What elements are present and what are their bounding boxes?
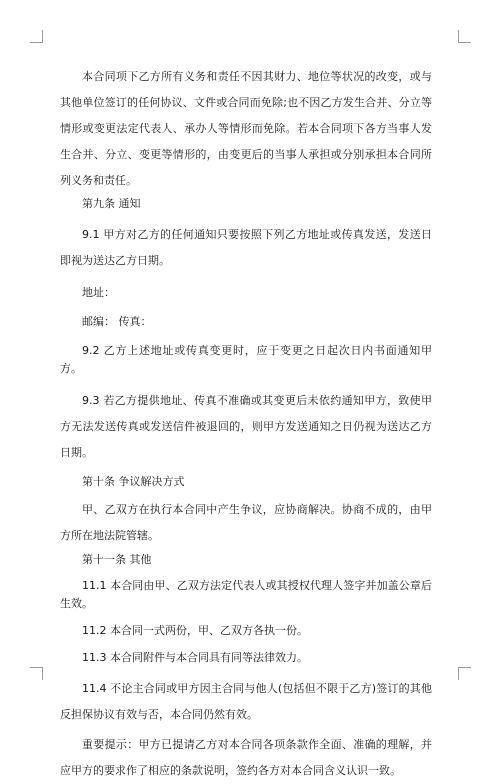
clause-11-1: 11.1 本合同由甲、乙双方法定代表人或其授权代理人签字并加盖公章后生效。 — [60, 579, 432, 610]
section-heading-other: 第十一条 其他 — [82, 553, 152, 566]
crop-mark-bottom-left — [30, 667, 43, 680]
dispute-resolution: 甲、乙双方在执行本合同中产生争议，应协商解决。协商不成的，由甲方所在地法院管辖。 — [60, 503, 432, 542]
section-heading-notice: 第九条 通知 — [82, 197, 141, 210]
clause-11-4: 11.4 不论主合同或甲方因主合同与他人(包括但不限于乙方)签订的其他反担保协议有效与否，本合同仍然有效。 — [60, 682, 432, 721]
postcode-fax-label: 邮编： 传真： — [82, 315, 152, 328]
crop-mark-top-left — [30, 30, 43, 43]
clause-11-3: 11.3 本合同附件与本合同具有同等法律效力。 — [82, 651, 308, 664]
section-heading-dispute: 第十条 争议解决方式 — [82, 475, 185, 488]
important-notice: 重要提示：甲方已提请乙方对本合同各项条款作全面、准确的理解，并应甲方的要求作了相应的条款说明，签约各方对本合同含义认识一致。 — [60, 738, 432, 777]
paragraph-obligations: 本合同项下乙方所有义务和责任不因其财力、地位等状况的改变，或与其他单位签订的任何协议、文件或合同而免除;也不因乙方发生合并、分立等情形或变更法定代表人、承办人等情形而免除。若本合同项下各方当事人发生合并、分立、变更等情形的，由变更后的当事人承担或分别承担本合同所列义务和责任。 — [60, 70, 432, 187]
clause-9-1: 9.1 甲方对乙方的任何通知只要按照下列乙方地址或传真发送，发送日即视为送达乙方日期。 — [60, 228, 432, 267]
crop-mark-top-right — [458, 30, 471, 43]
crop-mark-bottom-right — [458, 667, 471, 680]
address-label: 地址： — [82, 286, 115, 299]
clause-9-2: 9.2 乙方上述地址或传真变更时，应于变更之日起次日内书面通知甲方。 — [60, 344, 432, 375]
clause-11-2: 11.2 本合同一式两份，甲、乙双方各执一份。 — [82, 624, 308, 637]
document-body — [60, 64, 432, 784]
clause-9-3: 9.3 若乙方提供地址、传真不准确或其变更后未依约通知甲方，致使甲方无法发送传真或发送信件被退回的，则甲方发送通知之日仍视为送达乙方日期。 — [60, 394, 432, 459]
